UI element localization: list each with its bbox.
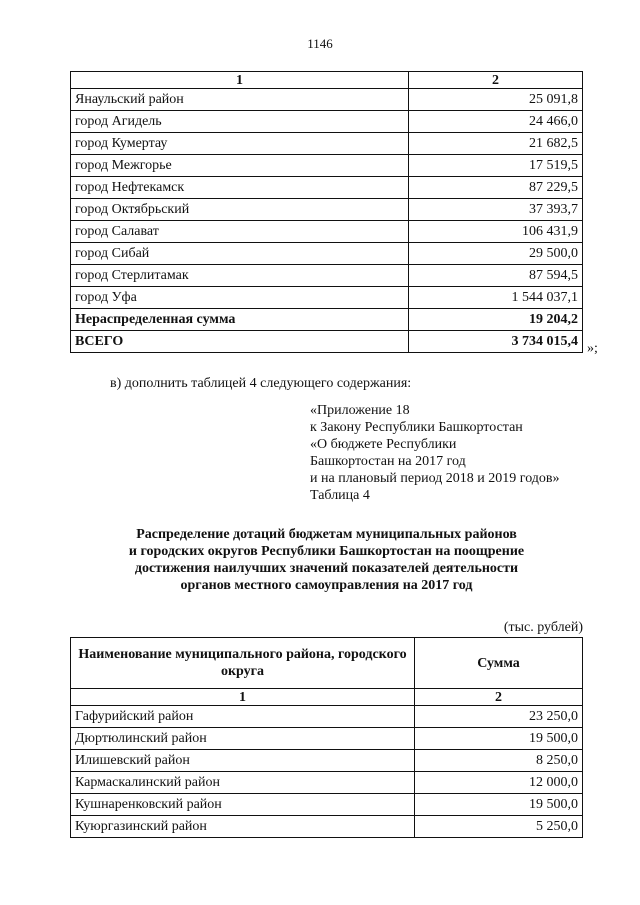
heading-line: органов местного самоуправления на 2017 год: [180, 578, 473, 593]
total-row: [71, 331, 583, 353]
header-name: Наименование муниципального района, городского округа: [71, 638, 415, 689]
row-value: 87 594,5: [409, 265, 583, 287]
table-row: [71, 111, 583, 133]
table-row: [71, 221, 583, 243]
row-name: Дюртюлинский район: [71, 728, 415, 750]
table-row: [71, 177, 583, 199]
row-value: 17 519,5: [409, 155, 583, 177]
row-value: 106 431,9: [409, 221, 583, 243]
column-number-2: 2: [409, 72, 583, 89]
appendix-line: к Закону Республики Башкортостан: [310, 420, 523, 435]
row-name: город Межгорье: [71, 155, 409, 177]
allocation-table: [70, 71, 583, 353]
table-row: [71, 706, 583, 728]
unallocated-row: [71, 309, 583, 331]
units-label: (тыс. рублей): [503, 620, 583, 635]
row-name: город Нефтекамск: [71, 177, 409, 199]
table-row: [71, 155, 583, 177]
row-value: 29 500,0: [409, 243, 583, 265]
row-name: город Салават: [71, 221, 409, 243]
row-name: Кушнаренковский район: [71, 794, 415, 816]
table-heading: [70, 526, 583, 594]
row-name: Кармаскалинский район: [71, 772, 415, 794]
row-value: 24 466,0: [409, 111, 583, 133]
row-value: 25 091,8: [409, 89, 583, 111]
row-name: Куюргазинский район: [71, 816, 415, 838]
appendix-line: «Приложение 18: [310, 403, 410, 418]
table-column-numbers: [71, 689, 583, 706]
row-name: Гафурийский район: [71, 706, 415, 728]
column-number-1: 1: [71, 72, 409, 89]
row-name: Илишевский район: [71, 750, 415, 772]
row-value: 21 682,5: [409, 133, 583, 155]
heading-line: Распределение дотаций бюджетам муниципальных районов: [136, 527, 517, 542]
appendix-reference: [310, 402, 560, 504]
amendment-instruction: в) дополнить таблицей 4 следующего содержания:: [110, 376, 412, 391]
row-name: город Октябрьский: [71, 199, 409, 221]
row-name: Янаульский район: [71, 89, 409, 111]
row-name: город Кумертау: [71, 133, 409, 155]
row-name: город Сибай: [71, 243, 409, 265]
column-number-2: 2: [415, 689, 583, 706]
row-value: 5 250,0: [415, 816, 583, 838]
row-value: 1 544 037,1: [409, 287, 583, 309]
table-row: [71, 243, 583, 265]
row-value: 8 250,0: [415, 750, 583, 772]
appendix-line: Башкортостан на 2017 год: [310, 454, 466, 469]
table-row: [71, 133, 583, 155]
column-number-1: 1: [71, 689, 415, 706]
total-value: 3 734 015,4: [409, 331, 583, 353]
row-value: 37 393,7: [409, 199, 583, 221]
unallocated-value: 19 204,2: [409, 309, 583, 331]
row-value: 12 000,0: [415, 772, 583, 794]
table-row: [71, 816, 583, 838]
table-row: [71, 794, 583, 816]
row-name: город Стерлитамак: [71, 265, 409, 287]
page-number: 1146: [307, 36, 333, 51]
row-value: 23 250,0: [415, 706, 583, 728]
appendix-line: и на плановый период 2018 и 2019 годов»: [310, 471, 560, 486]
table-row: [71, 287, 583, 309]
subsidy-table: [70, 637, 583, 838]
appendix-line: Таблица 4: [310, 488, 370, 503]
table-row: [71, 199, 583, 221]
table-header: [71, 638, 583, 689]
table-row: [71, 265, 583, 287]
table-row: [71, 728, 583, 750]
row-value: 87 229,5: [409, 177, 583, 199]
table-row: [71, 89, 583, 111]
table-column-numbers: [71, 72, 583, 89]
total-label: ВСЕГО: [71, 331, 409, 353]
header-sum: Сумма: [415, 638, 583, 689]
row-value: 19 500,0: [415, 728, 583, 750]
appendix-line: «О бюджете Республики: [310, 437, 457, 452]
table-row: [71, 750, 583, 772]
unallocated-label: Нераспределенная сумма: [71, 309, 409, 331]
heading-line: и городских округов Республики Башкортостан на поощрение: [128, 544, 525, 559]
row-value: 19 500,0: [415, 794, 583, 816]
table-row: [71, 772, 583, 794]
closing-quote-mark: »;: [587, 341, 598, 356]
row-name: город Агидель: [71, 111, 409, 133]
row-name: город Уфа: [71, 287, 409, 309]
heading-line: достижения наилучших значений показателей деятельности: [134, 561, 519, 576]
